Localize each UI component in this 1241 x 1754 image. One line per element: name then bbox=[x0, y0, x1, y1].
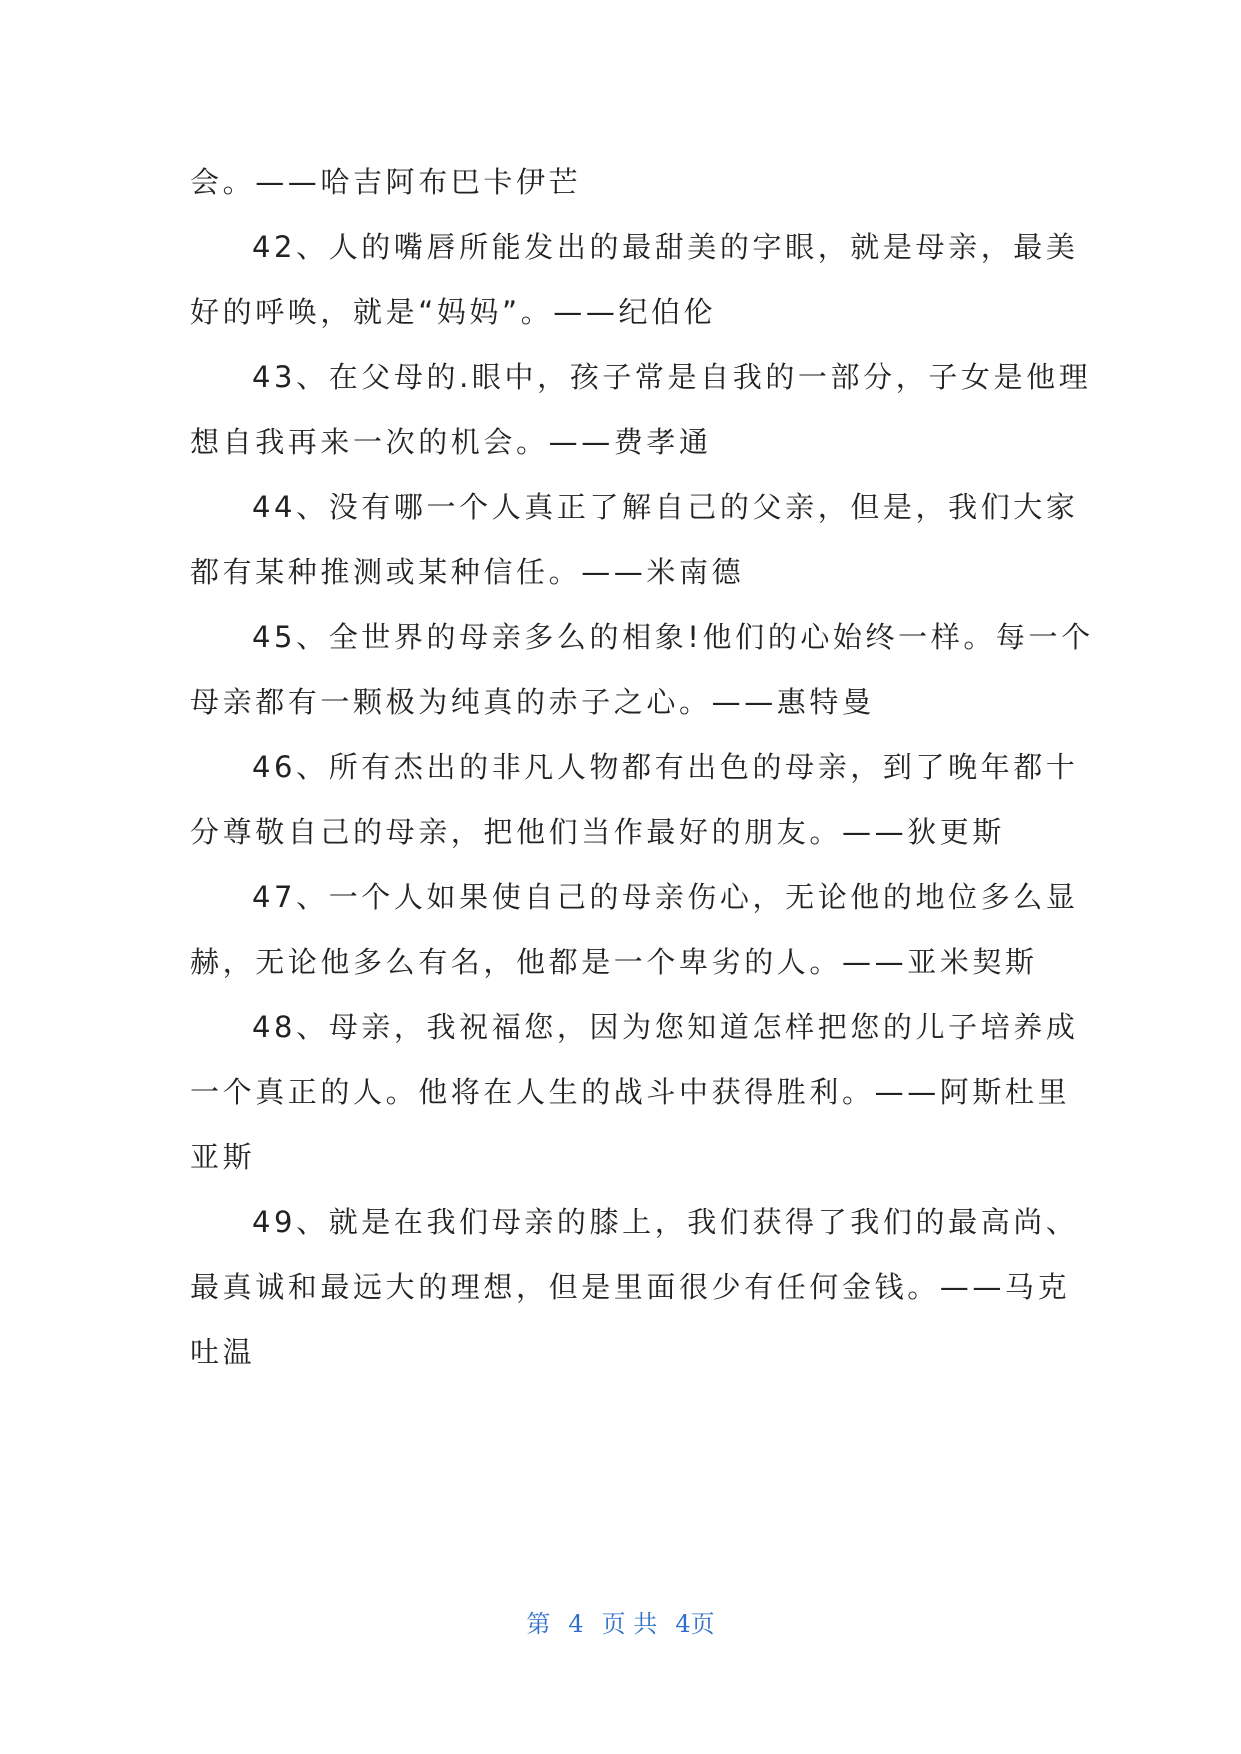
text-line: 46、所有杰出的非凡人物都有出色的母亲，到了晚年都十 bbox=[252, 750, 1079, 784]
text-line: 赫，无论他多么有名，他都是一个卑劣的人。——亚米契斯 bbox=[190, 945, 1038, 979]
text-line: 母亲都有一颗极为纯真的赤子之心。——惠特曼 bbox=[190, 685, 875, 719]
page-footer bbox=[0, 1604, 1241, 1644]
text-line: 好的呼唤，就是“妈妈”。——纪伯伦 bbox=[190, 295, 717, 329]
text-line: 47、一个人如果使自己的母亲伤心，无论他的地位多么显 bbox=[252, 880, 1079, 914]
text-line: 最真诚和最远大的理想，但是里面很少有任何金钱。——马克 bbox=[190, 1270, 1071, 1304]
text-line: 吐温 bbox=[190, 1335, 256, 1369]
text-line: 45、全世界的母亲多么的相象!他们的心始终一样。每一个 bbox=[252, 620, 1094, 654]
footer-prefix: 第 bbox=[526, 1610, 551, 1638]
footer-middle: 页 共 bbox=[601, 1610, 658, 1638]
text-line: 42、人的嘴唇所能发出的最甜美的字眼，就是母亲，最美 bbox=[252, 230, 1079, 264]
text-line: 亚斯 bbox=[190, 1140, 256, 1174]
text-line: 会。——哈吉阿布巴卡伊芒 bbox=[190, 165, 582, 199]
footer-total-pages: 4页 bbox=[675, 1610, 715, 1638]
text-line: 49、就是在我们母亲的膝上，我们获得了我们的最高尚、 bbox=[252, 1205, 1079, 1239]
text-line: 48、母亲，我祝福您，因为您知道怎样把您的儿子培养成 bbox=[252, 1010, 1079, 1044]
text-line: 44、没有哪一个人真正了解自己的父亲，但是，我们大家 bbox=[252, 490, 1079, 524]
text-line: 想自我再来一次的机会。——费孝通 bbox=[190, 425, 712, 459]
document-body bbox=[190, 150, 1094, 1385]
text-line: 都有某种推测或某种信任。——米南德 bbox=[190, 555, 745, 589]
text-line: 一个真正的人。他将在人生的战斗中获得胜利。——阿斯杜里 bbox=[190, 1075, 1071, 1109]
text-line: 43、在父母的.眼中，孩子常是自我的一部分，子女是他理 bbox=[252, 360, 1092, 394]
footer-current-page: 4 bbox=[568, 1610, 584, 1638]
text-line: 分尊敬自己的母亲，把他们当作最好的朋友。——狄更斯 bbox=[190, 815, 1006, 849]
